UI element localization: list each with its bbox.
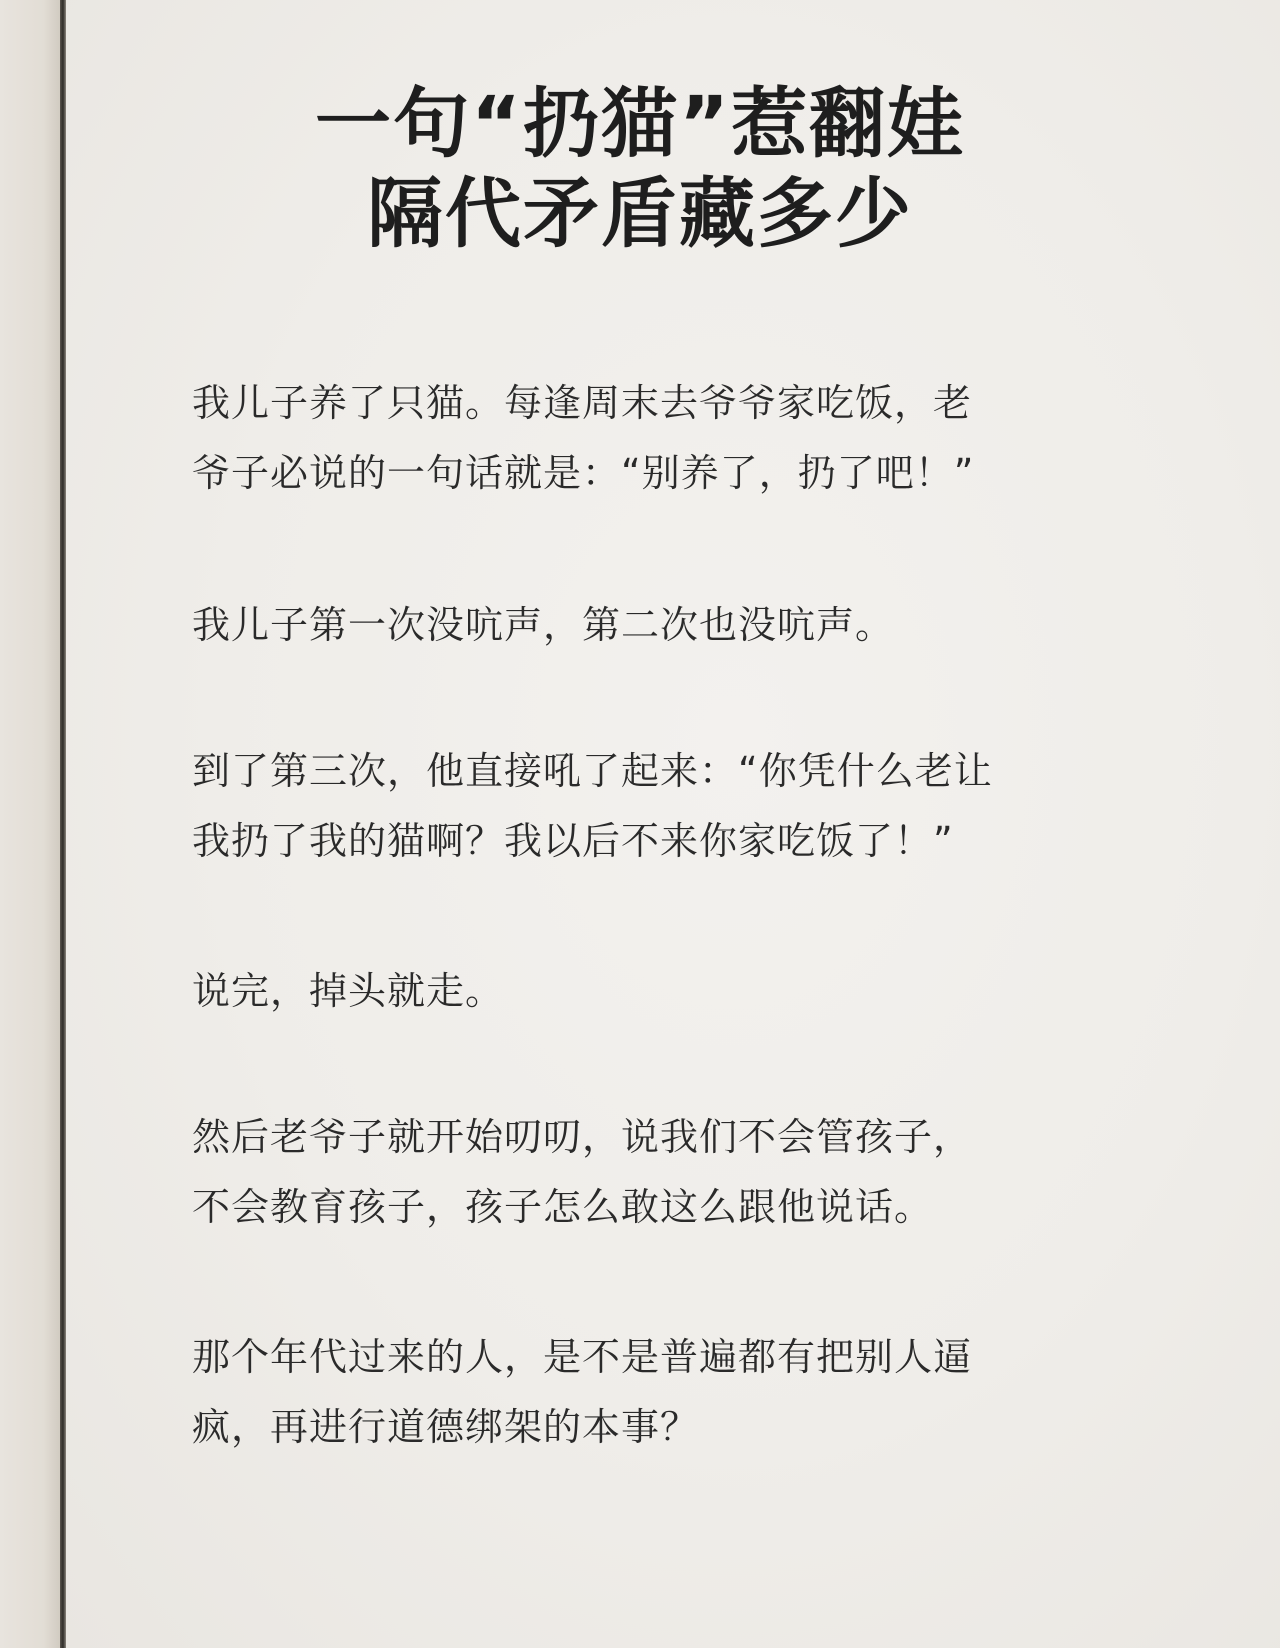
- paragraph-line: 说完，掉头就走。: [192, 969, 505, 1013]
- paragraph-line: 我扔了我的猫啊？我以后不来你家吃饭了！”: [192, 819, 954, 863]
- paragraph-line: 不会教育孩子，孩子怎么敢这么跟他说话。: [192, 1185, 934, 1229]
- paragraph-line: 爷子必说的一句话就是：“别养了，扔了吧！”: [192, 451, 975, 495]
- paragraph-6: [192, 1322, 1092, 1462]
- paragraph-2: [192, 590, 1092, 660]
- paragraph-line: 疯，再进行道德绑架的本事？: [192, 1405, 700, 1449]
- paragraph-line: 然后老爷子就开始叨叨，说我们不会管孩子，: [192, 1115, 973, 1159]
- paragraph-5: [192, 1102, 1092, 1242]
- paragraph-line: 我儿子养了只猫。每逢周末去爷爷家吃饭，老: [192, 381, 973, 425]
- article-title-line-2: 隔代矛盾藏多少: [367, 169, 913, 258]
- paragraph-3: [192, 736, 1092, 876]
- article-title-line-1: 一句“扔猫”惹翻娃: [315, 79, 965, 168]
- paragraph-line: 我儿子第一次没吭声，第二次也没吭声。: [192, 603, 895, 647]
- paragraph-4: [192, 956, 1092, 1026]
- paragraph-1: [192, 368, 1092, 508]
- paragraph-line: 到了第三次，他直接吼了起来：“你凭什么老让: [192, 749, 993, 793]
- paragraph-line: 那个年代过来的人，是不是普遍都有把别人逼: [192, 1335, 973, 1379]
